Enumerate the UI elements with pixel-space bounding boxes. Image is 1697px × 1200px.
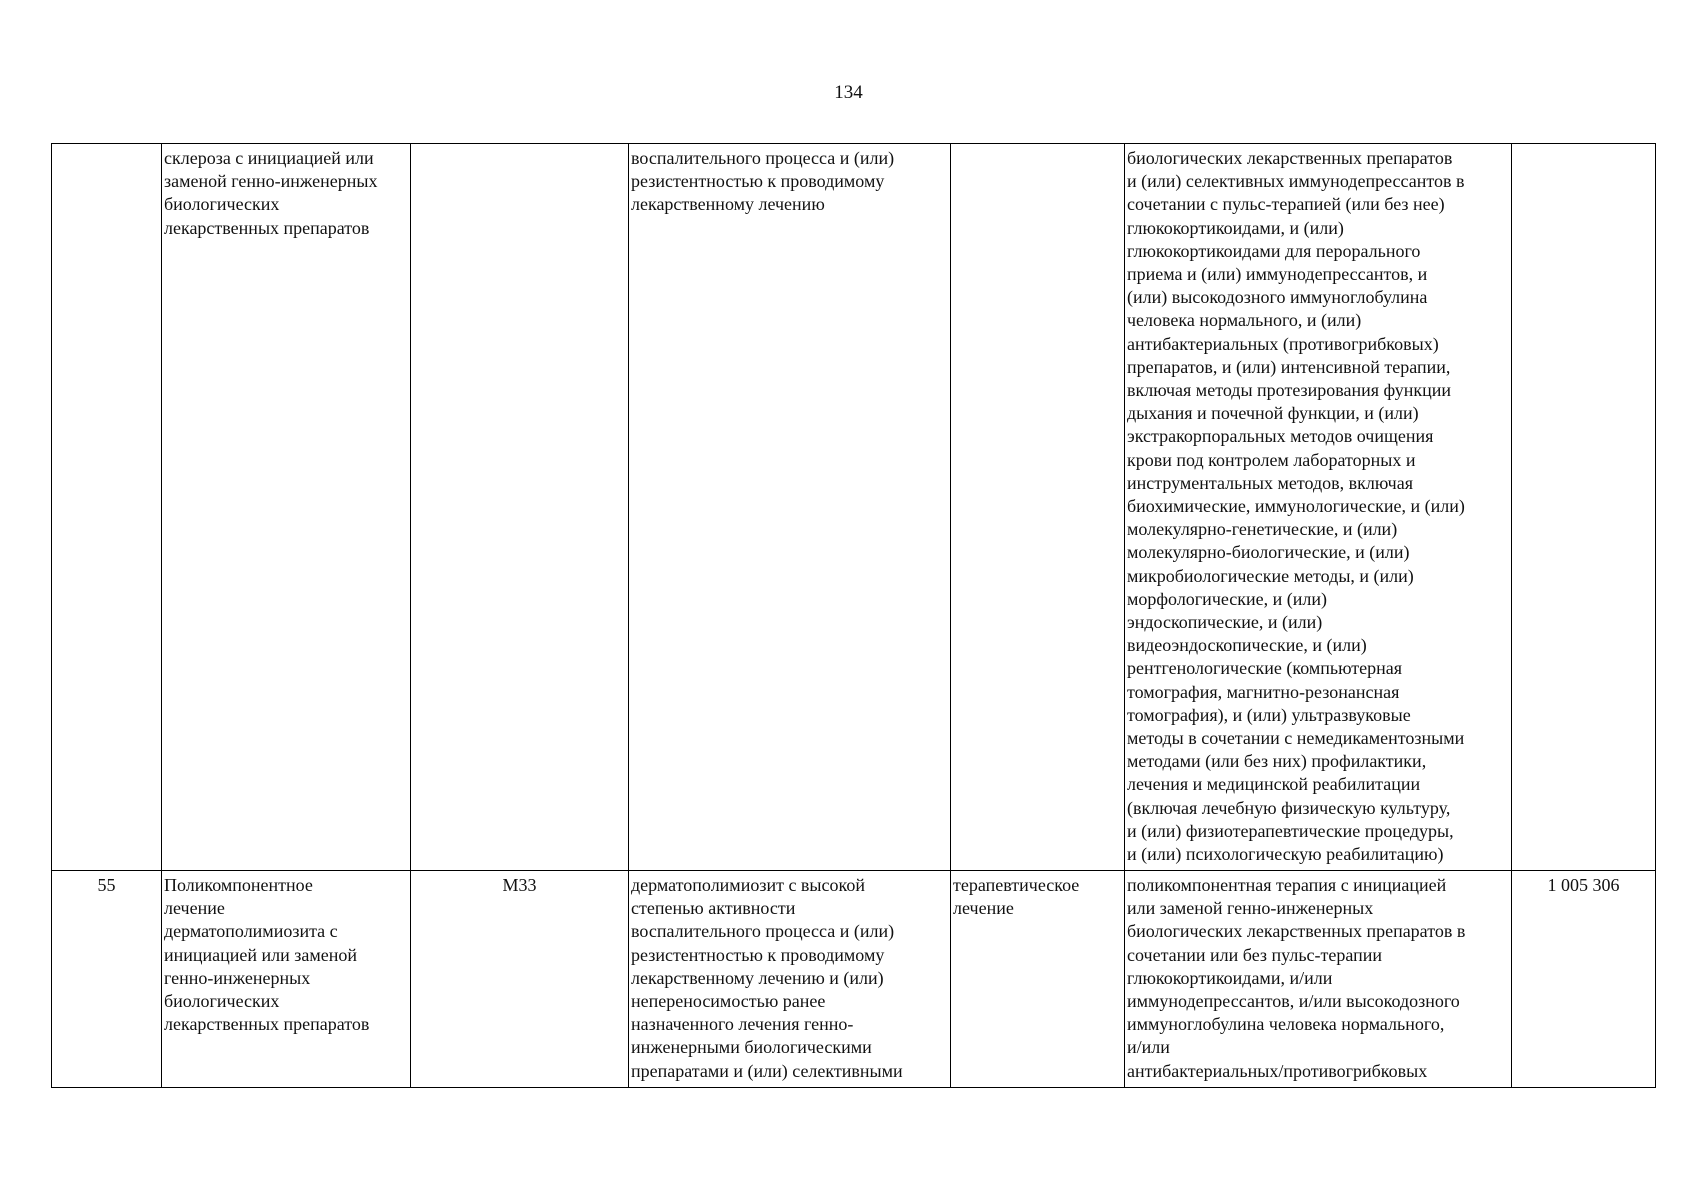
text-line: биологических лекарственных препаратов в — [1127, 921, 1466, 942]
treatment-name-cell — [162, 144, 411, 871]
text-line: сочетании или без пульс-терапии — [1127, 944, 1383, 965]
text-line: экстракорпоральных методов очищения — [1127, 426, 1434, 447]
row-number-cell — [52, 144, 162, 871]
text-line: эндоскопические, и (или) — [1127, 612, 1323, 633]
text-line: человека нормального, и (или) — [1127, 310, 1362, 331]
text-line: томография), и (или) ультразвуковые — [1127, 704, 1411, 725]
text-line: микробиологические методы, и (или) — [1127, 565, 1414, 586]
text-line: глюкокортикоидами, и (или) — [1127, 217, 1344, 238]
patient-model-cell — [629, 144, 951, 871]
text-line: рентгенологические (компьютерная — [1127, 658, 1403, 679]
row-number: 55 — [97, 875, 116, 895]
text-line: методы в сочетании с немедикаментозными — [1127, 728, 1465, 749]
cost-cell — [1512, 871, 1656, 1088]
text-line: антибактериальных/противогрибковых — [1127, 1060, 1428, 1081]
text-line: и/или — [1127, 1037, 1170, 1058]
cost-cell — [1512, 144, 1656, 871]
text-line: биологических лекарственных препаратов — [1127, 148, 1453, 168]
text-line: дерматополимиозит с высокой — [631, 875, 865, 895]
icd-code: M33 — [502, 875, 537, 895]
text-line: биологических — [164, 991, 280, 1012]
table-row — [52, 144, 1656, 871]
text-line: томография, магнитно-резонансная — [1127, 681, 1400, 702]
text-line: биологических — [164, 194, 280, 215]
patient-model-cell — [629, 871, 951, 1088]
treatment-type-cell — [951, 144, 1125, 871]
icd-code-cell — [411, 871, 629, 1088]
page-number: 134 — [834, 82, 863, 103]
text-line: (включая лечебную физическую культуру, — [1127, 797, 1451, 818]
text-line: и (или) психологическую реабилитацию) — [1127, 844, 1444, 865]
text-line: воспалительного процесса и (или) — [631, 921, 895, 942]
text-line: дыхания и почечной функции, и (или) — [1127, 403, 1419, 424]
text-line: склероза с инициацией или — [164, 148, 374, 168]
services-table — [51, 143, 1656, 1088]
text-line: лекарственных препаратов — [164, 217, 370, 238]
text-line: биохимические, иммунологические, и (или) — [1127, 496, 1465, 517]
text-line: лекарственному лечению и (или) — [631, 967, 884, 988]
text-line: лечение — [164, 898, 225, 919]
text-line: крови под контролем лабораторных и — [1127, 449, 1416, 470]
text-line: терапевтическое — [953, 875, 1080, 895]
text-line: антибактериальных (противогрибковых) — [1127, 333, 1439, 354]
treatment-name-cell — [162, 871, 411, 1088]
text-line: лекарственных препаратов — [164, 1014, 370, 1035]
text-line: и (или) физиотерапевтические процедуры, — [1127, 820, 1454, 841]
table-row — [52, 871, 1656, 1088]
text-line: инструментальных методов, включая — [1127, 472, 1413, 493]
text-line: (или) высокодозного иммуноглобулина — [1127, 287, 1428, 308]
text-line: молекулярно-биологические, и (или) — [1127, 542, 1410, 563]
text-line: резистентностью к проводимому — [631, 944, 885, 965]
text-line: и (или) селективных иммунодепрессантов в — [1127, 171, 1465, 192]
text-line: заменой генно-инженерных — [164, 171, 378, 192]
text-line: глюкокортикоидами, и/или — [1127, 967, 1333, 988]
text-line: Поликомпонентное — [164, 875, 313, 895]
text-line: молекулярно-генетические, и (или) — [1127, 519, 1398, 540]
text-line: инженерными биологическими — [631, 1037, 872, 1058]
text-line: поликомпонентная терапия с инициацией — [1127, 875, 1447, 895]
text-line: назначенного лечения генно- — [631, 1014, 854, 1035]
text-line: сочетании с пульс-терапией (или без нее) — [1127, 194, 1445, 215]
treatment-type-cell — [951, 871, 1125, 1088]
text-line: иммуноглобулина человека нормального, — [1127, 1014, 1445, 1035]
text-line: видеоэндоскопические, и (или) — [1127, 635, 1367, 656]
text-line: степенью активности — [631, 898, 796, 919]
text-line: глюкокортикоидами для перорального — [1127, 240, 1421, 261]
cost-value: 1 005 306 — [1547, 875, 1620, 895]
text-line: дерматополимиозита с — [164, 921, 338, 942]
treatment-method-cell — [1125, 871, 1512, 1088]
text-line: препаратами и (или) селективными — [631, 1060, 903, 1081]
treatment-method-cell — [1125, 144, 1512, 871]
text-line: включая методы протезирования функции — [1127, 380, 1452, 401]
text-line: воспалительного процесса и (или) — [631, 148, 895, 168]
text-line: лечения и медицинской реабилитации — [1127, 774, 1421, 795]
text-line: методами (или без них) профилактики, — [1127, 751, 1427, 772]
text-line: или заменой генно-инженерных — [1127, 898, 1374, 919]
text-line: непереносимостью ранее — [631, 991, 826, 1012]
text-line: приема и (или) иммунодепрессантов, и — [1127, 264, 1428, 285]
text-line: генно-инженерных — [164, 967, 311, 988]
icd-code-cell — [411, 144, 629, 871]
row-number-cell — [52, 871, 162, 1088]
text-line: морфологические, и (или) — [1127, 588, 1328, 609]
text-line: инициацией или заменой — [164, 944, 358, 965]
text-line: иммунодепрессантов, и/или высокодозного — [1127, 991, 1460, 1012]
text-line: препаратов, и (или) интенсивной терапии, — [1127, 356, 1451, 377]
text-line: лечение — [953, 898, 1014, 919]
text-line: лекарственному лечению — [631, 194, 825, 215]
text-line: резистентностью к проводимому — [631, 171, 885, 192]
